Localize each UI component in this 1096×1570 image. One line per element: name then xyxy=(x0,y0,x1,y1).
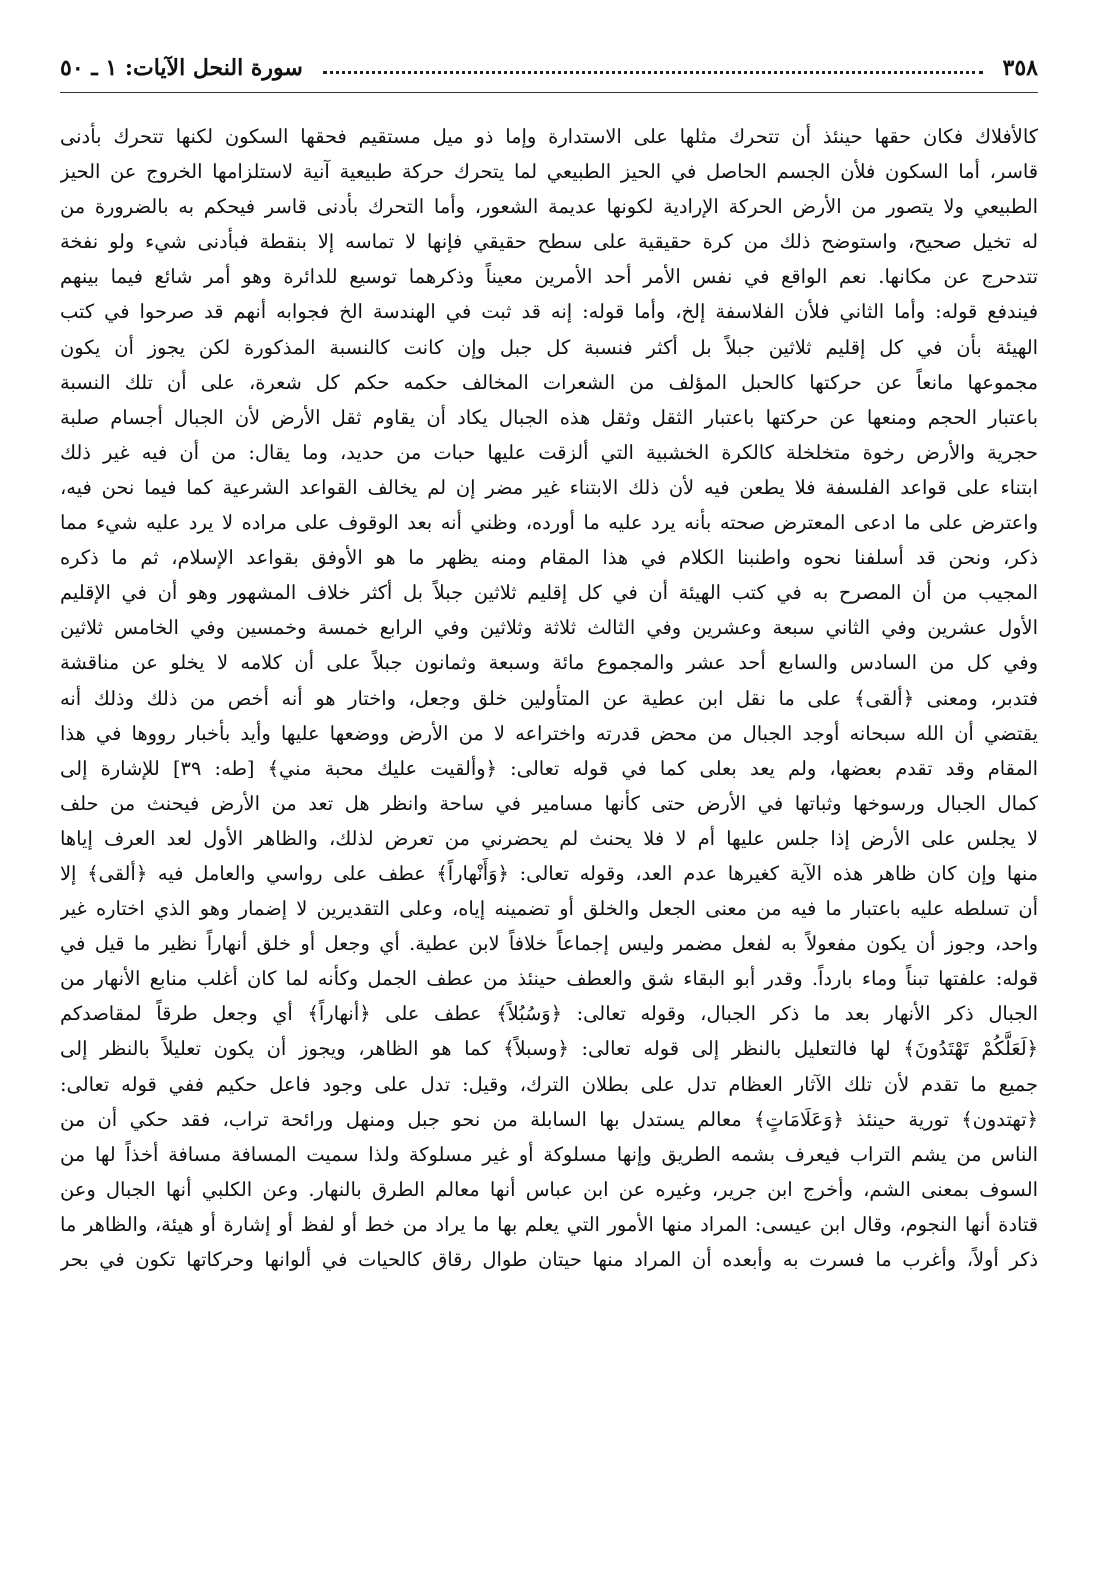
text-line: ﴿لَعَلَّكُمْ تَهْتَدُونَ﴾ لها فالتعليل بالنظر إلى قوله تعالى: ﴿وسبلاً﴾ كما هو الظاهر، ويجوز أن يكون تعليلاً بالنظر إلى xyxy=(60,1037,1038,1061)
text-line: السوف بمعنى الشم، وأخرج ابن جرير، وغيره عن ابن عباس أنها معالم الطرق بالنهار. وعن الكلبي أنها الجبال وعن xyxy=(60,1177,1038,1201)
text-line: باعتبار الحجم ومنعها عن حركتها باعتبار الثقل وثقل هذه الجبال يكاد أن يقاوم ثقل الأرض لأن الجبال أجسام صلبة xyxy=(60,405,1038,429)
header-rule xyxy=(60,92,1038,93)
text-line: المقام وقد تقدم بعضها، ولم يعد بعلى كما في قوله تعالى: ﴿وألقيت عليك محبة مني﴾ [طه: ٣٩] للإشارة إلى xyxy=(60,756,1038,780)
page-number: ٣٥٨ xyxy=(1002,55,1038,81)
text-line: كالأفلاك فكان حقها حينئذ أن تتحرك مثلها على الاستدارة وإما ذو ميل مستقيم فحقها السكون لكنها تتحرك بأدنى xyxy=(60,125,1038,148)
text-line: ذكر، ونحن قد أسلفنا نحوه واطنبنا الكلام في هذا المقام ومنه يظهر ما هو الأوفق بقواعد الإسلام، ثم ما ذكره xyxy=(60,546,1038,570)
header-dotted-leader xyxy=(323,71,983,74)
page xyxy=(60,48,1038,1538)
text-line: الناس من يشم التراب فيعرف بشمه الطريق وإنها مسلوكة أو غير مسلوكة ولذا سميت المسافة مسافة أخذاً لها من xyxy=(60,1142,1038,1166)
text-line: ابتناء على قواعد الفلسفة فلا يطعن فيه لأن ذلك الابتناء غير مضر إن لم يخالف القواعد الشرعية كما فيما نحن فيه، xyxy=(60,475,1038,499)
text-line: قتادة أنها النجوم، وقال ابن عيسى: المراد منها الأمور التي يعلم بها ما يراد من خط أو لفظ أو إشارة أو هيئة، والظاهر ما xyxy=(60,1212,1038,1236)
text-line: الجبال ذكر الأنهار بعد ما ذكر الجبال، وقوله تعالى: ﴿وَسُبُلاً﴾ عطف على ﴿أنهاراً﴾ أي وجعل طرقاً لمقاصدكم xyxy=(60,1002,1038,1026)
text-line: أن تسلطه عليه باعتبار ما فيه من معنى الجعل والخلق أو تضمينه إياه، وعلى التقديرين لا إضمار وهو الذي اختاره غير xyxy=(60,897,1038,921)
text-line: واعترض على ما ادعى المعترض صحته بأنه يرد عليه ما أورده، وظني أنه بعد الوقوف على مراده لا يرد عليه شيء مما xyxy=(60,511,1038,535)
text-line: ذكر أولاً، وأغرب ما فسرت به وأبعده أن المراد منها حيتان طوال رقاق كالحيات في ألوانها وحركاتها تكون في بحر xyxy=(60,1248,1038,1271)
text-line: واحد، وجوز أن يكون مفعولاً به لفعل مضمر وليس إجماعاً خلافاً لابن عطية. أي وجعل أو خلق أنهاراً نظير ما قيل في xyxy=(60,932,1038,956)
text-line: وفي كل من السادس والسابع أحد عشر والمجموع مائة وسبعة وثمانون جبلاً على أن كلامه لا يخلو عن مناقشة xyxy=(60,651,1038,675)
text-line: لا يجلس على الأرض إذا جلس عليها أم لا فلا يحنث لم يحضرني من تعرض لذلك، والظاهر الأول لعد العرف إياها xyxy=(60,826,1038,850)
text-line: ﴿تهتدون﴾ تورية حينئذ ﴿وَعَلَامَاتٍ﴾ معالم يستدل بها السابلة من نحو جبل ومنهل ورائحة تراب، فقد حكي أن من xyxy=(60,1107,1038,1131)
text-line: الأول عشرين وفي الثاني سبعة وعشرين وفي الثالث ثلاثة وثلاثين وفي الرابع خمسة وخمسين وفي الخامس ثلاثين xyxy=(60,616,1038,640)
text-line: حجرية والأرض رخوة متخلخلة كالكرة الخشبية التي ألزقت عليها حبات من حديد، وما يقال: من أن فيه غير ذلك xyxy=(60,440,1038,464)
text-line: يقتضي أن الله سبحانه أوجد الجبال من محض قدرته واختراعه لا من الأرض ووضعها عليها وأيد بأخبار رووها في هذا xyxy=(60,721,1038,745)
text-line: الطبيعي ولا يتصور من الأرض الحركة الإرادية لكونها عديمة الشعور، وأما التحرك بأدنى قاسر فيحكم به بالضرورة من xyxy=(60,195,1038,219)
text-line: تتدحرج عن مكانها. نعم الواقع في نفس الأمر أحد الأمرين معيناً وذكرهما توسيع للدائرة وهو أمر شائع فيما بينهم xyxy=(60,265,1038,289)
text-line: له تخيل صحيح، واستوضح ذلك من كرة حقيقية على سطح حقيقي فإنها لا تماسه إلا بنقطة فبأدنى شيء ولو نفخة xyxy=(60,230,1038,254)
page-header xyxy=(60,48,1038,88)
running-title: سورة النحل الآيات: ١ ـ ٥٠ xyxy=(60,55,303,81)
text-line: منها وإن كان ظاهر هذه الآية كغيرها عدم العد، وقوله تعالى: ﴿وَأَنْهاراً﴾ عطف على رواسي والعامل فيه ﴿ألقى﴾ إلا xyxy=(60,861,1038,885)
text-line: فتدبر، ومعنى ﴿ألقى﴾ على ما نقل ابن عطية عن المتأولين خلق وجعل، واختار هو أنه أخص من ذلك وذلك أنه xyxy=(60,686,1038,710)
text-line: قاسر، أما السكون فلأن الجسم الحاصل في الحيز الطبيعي لما يتحرك حركة طبيعية آنية لاستلزامها الخروج عن الحيز xyxy=(60,160,1038,184)
body-text xyxy=(60,119,1038,1277)
text-line: كمال الجبال ورسوخها وثباتها في الأرض حتى كأنها مسامير في ساحة وانظر هل تعد من الأرض فيحنث من حلف xyxy=(60,791,1038,815)
text-line: مجموعها مانعاً عن حركتها كالحبل المؤلف من الشعرات المخالف حكمه حكم كل شعرة، على أن تلك النسبة xyxy=(60,370,1038,394)
text-line: المجيب من أن المصرح به في كتب الهيئة أن في كل إقليم ثلاثين جبلاً بل أكثر خلاف المشهور وهو أن في الإقليم xyxy=(60,581,1038,605)
text-line: جميع ما تقدم لأن تلك الآثار العظام تدل على بطلان الترك، وقيل: تدل على وجود فاعل حكيم ففي قوله تعالى: xyxy=(60,1072,1038,1096)
text-line: الهيئة بأن في كل إقليم ثلاثين جبلاً بل أكثر فنسبة كل جبل وإن كانت كالنسبة المذكورة لكن يجوز أن يكون xyxy=(60,335,1038,359)
text-line: قوله: علفتها تبناً وماء بارداً. وقدر أبو البقاء شق والعطف حينئذ من عطف الجمل وكأنه لما كان أغلب منابع الأنهار من xyxy=(60,967,1038,991)
text-line: فيندفع قوله: وأما الثاني فلأن الفلاسفة إلخ، وأما قوله: إنه قد ثبت في الهندسة الخ فجوابه أنهم قد صرحوا في كتب xyxy=(60,300,1038,324)
